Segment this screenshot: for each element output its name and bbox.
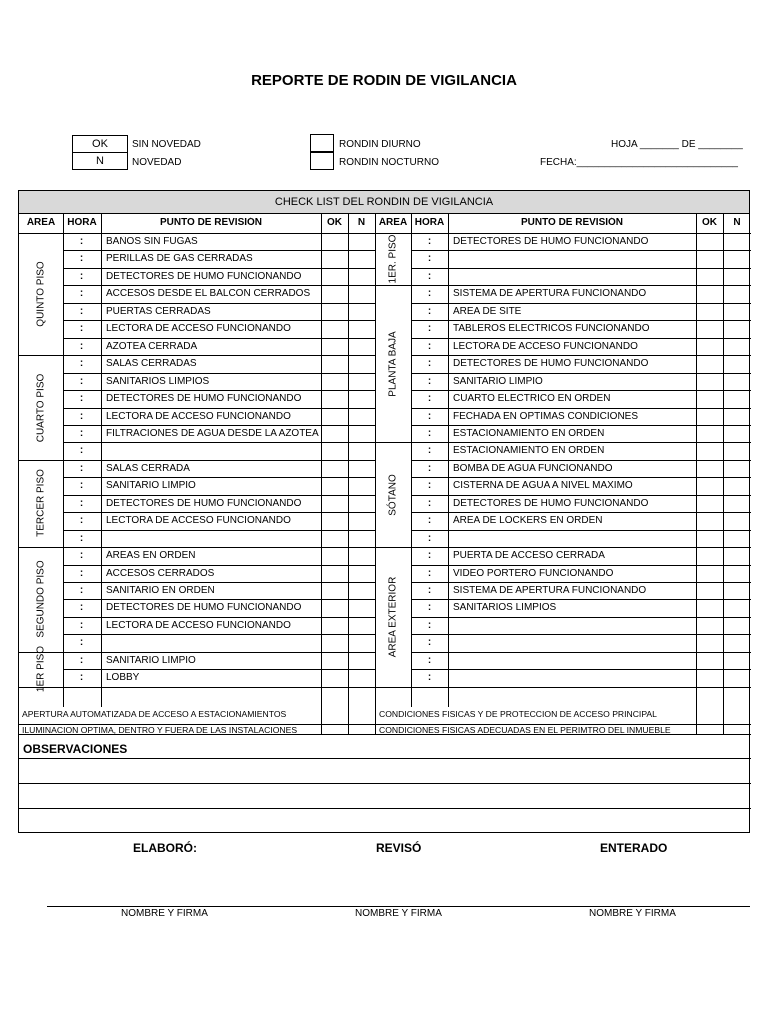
right-checkpoint: LECTORA DE ACCESO FUNCIONANDO [453,340,638,352]
right-hora-colon: : [427,654,432,666]
row-divider [411,512,751,513]
right-checkpoint: DETECTORES DE HUMO FUNCIONANDO [453,236,649,247]
left-checkpoint: SALAS CERRADA [106,462,190,474]
header-punto: PUNTO DE REVISIÓN [520,217,624,228]
left-hora-colon: : [79,410,84,422]
row-divider [411,495,751,496]
row-divider [63,373,375,374]
left-hora-colon: : [79,288,84,300]
general-checkpoint: CONDICIONES FISICAS ADECUADAS EN EL PERIMTRO DEL INMUEBLE [379,725,671,735]
area-group-line [375,687,411,688]
right-checkpoint: SISTEMA DE APERTURA FUNCIONANDO [453,288,647,300]
right-hora-colon: : [427,393,432,405]
nocturno-checkbox[interactable] [310,152,334,170]
left-hora-colon: : [79,393,84,405]
area-group-line [375,285,411,286]
right-hora-colon: : [427,602,432,614]
left-checkpoint: DETECTORES DE HUMO FUNCIONANDO [106,602,302,614]
row-divider [411,582,751,583]
right-checkpoint: CISTERNA DE AGUA A NIVEL MAXIMO [453,480,633,492]
area-group-line [19,547,63,548]
column-divider [375,214,376,707]
row-divider [411,565,751,566]
left-checkpoint: FILTRACIONES DE AGUA DESDE LA AZOTEA [106,427,319,439]
right-checkpoint: ESTACIONAMIENTO EN ORDEN [453,445,605,457]
row-divider [411,442,751,443]
left-checkpoint: DETECTORES DE HUMO FUNCIONANDO [106,270,302,282]
row-divider [63,669,375,670]
right-checkpoint: DETECTORES DE HUMO FUNCIONANDO [453,497,649,509]
right-checkpoint: BOMBA DE AGUA FUNCIONANDO [453,462,613,474]
row-divider [411,617,751,618]
row-divider [411,390,751,391]
left-checkpoint: SANITARIO EN ORDEN [106,585,215,596]
row-divider [63,268,375,269]
column-divider [375,707,376,734]
row-divider [63,390,375,391]
right-hora-colon: : [427,619,432,631]
row-divider [411,460,751,461]
row-divider [63,652,375,653]
left-hora-colon: : [79,515,84,527]
left-hora-colon: : [79,497,84,509]
right-hora-colon: : [427,585,432,596]
left-hora-colon: : [79,323,84,335]
right-checkpoint: VIDEO PORTERO FUNCIONANDO [453,567,614,579]
left-area-label: TERCER PISO [35,469,47,538]
row-divider [411,530,751,531]
right-hora-colon: : [427,445,432,457]
signature-line [47,906,750,907]
row-divider [411,634,751,635]
left-hora-colon: : [79,305,84,317]
left-checkpoint: LECTORA DE ACCESO FUNCIONANDO [106,410,291,422]
row-divider [411,338,751,339]
right-checkpoint: PUERTA DE ACCESO CERRADA [453,550,605,562]
left-hora-colon: : [79,637,84,649]
row-divider [63,250,375,251]
right-hora-colon: : [427,288,432,300]
row-divider [63,303,375,304]
header-bottom-line [19,233,751,234]
left-checkpoint: DETECTORES DE HUMO FUNCIONANDO [106,497,302,509]
row-divider [63,617,375,618]
right-hora-colon: : [427,497,432,509]
row-divider [411,599,751,600]
left-checkpoint: LOBBY [106,672,140,684]
observation-line [19,808,751,809]
general-checkpoint: APERTURA AUTOMATIZADA DE ACCESO A ESTACIONAMIENTOS [22,709,287,719]
left-checkpoint: SANITARIOS LIMPIOS [106,375,210,387]
header-n: N [357,217,366,228]
header-n: N [733,217,741,228]
row-divider [63,599,375,600]
row-divider [411,477,751,478]
right-hora-colon: : [427,323,432,335]
right-checkpoint: ESTACIONAMIENTO EN ORDEN [453,427,605,439]
row-divider [411,687,751,688]
row-divider [63,477,375,478]
right-checkpoint: SISTEMA DE APERTURA FUNCIONANDO [453,585,647,596]
n-legend-text: NOVEDAD [132,157,182,168]
observation-line [19,783,751,784]
n-code-box: N [72,152,128,170]
row-divider [63,355,375,356]
left-hora-colon: : [79,375,84,387]
right-hora-colon: : [427,270,432,282]
right-area-label: AREA EXTERIOR [387,576,399,658]
checklist-table [18,190,750,833]
right-checkpoint: DETECTORES DE HUMO FUNCIONANDO [453,358,649,370]
diurno-label: RONDIN DIURNO [339,139,421,150]
left-checkpoint: SANITARIO LIMPIO [106,654,196,666]
right-checkpoint: AREA DE SITE [453,305,522,317]
nocturno-label: RONDIN NOCTURNO [339,157,439,168]
row-divider [63,425,375,426]
row-divider [63,687,375,688]
right-checkpoint: CUARTO ELECTRICO EN ORDEN [453,393,611,405]
right-checkpoint: TABLEROS ELECTRICOS FUNCIONANDO [453,323,650,335]
row-divider [411,268,751,269]
left-checkpoint: SALAS CERRADAS [106,358,197,370]
ok-code-box: OK [72,135,128,153]
row-divider [411,408,751,409]
left-area-label: SEGUNDO PISO [35,560,47,639]
fecha-field[interactable]: FECHA:_____________________________ [540,157,738,168]
header-ok: OK [702,217,717,228]
right-hora-colon: : [427,462,432,474]
right-checkpoint: ÁREA DE LOCKERS EN ORDEN [453,515,603,527]
row-divider [63,338,375,339]
left-checkpoint: ACCESOS CERRADOS [106,567,215,579]
row-divider [411,669,751,670]
left-hora-colon: : [79,462,84,474]
left-area-label: 1ER PISO [35,646,47,693]
left-hora-colon: : [79,654,84,666]
left-hora-colon: : [79,602,84,614]
right-area-label: 1ER. PISO [387,234,399,284]
left-checkpoint: DETECTORES DE HUMO FUNCIONANDO [106,393,302,405]
left-checkpoint: PUERTAS CERRADAS [106,305,211,317]
row-divider [411,250,751,251]
header-area: ÁREA [378,217,408,228]
page-title: REPORTE DE RODIN DE VIGILANCIA [251,72,517,89]
hoja-field[interactable]: HOJA _______ DE ________ [611,139,743,150]
header-punto: PUNTO DE REVISIÓN [159,217,263,228]
right-checkpoint: FECHADA EN OPTIMAS CONDICIONES [453,410,639,422]
column-divider [348,707,349,734]
right-hora-colon: : [427,305,432,317]
left-hora-colon: : [79,550,84,562]
elaboro-label: ELABORÓ: [133,841,197,855]
left-hora-colon: : [79,619,84,631]
header-area: ÁREA [26,217,56,228]
checklist-title: CHECK LIST DEL RONDIN DE VIGILANCIA [19,191,749,214]
right-hora-colon: : [427,427,432,439]
row-divider [411,285,751,286]
right-hora-colon: : [427,515,432,527]
general-checkpoint: ILUMINACION OPTIMA, DENTRO Y FUERA DE LAS INSTALACIONES [22,725,298,735]
left-hora-colon: : [79,236,84,247]
row-divider [63,512,375,513]
left-hora-colon: : [79,340,84,352]
row-divider [411,373,751,374]
left-checkpoint: LECTORA DE ACCESO FUNCIONANDO [106,323,291,335]
right-hora-colon: : [427,375,432,387]
row-divider [63,320,375,321]
right-hora-colon: : [427,358,432,370]
header-hora: HORA [67,217,97,228]
row-divider [63,530,375,531]
row-divider [63,460,375,461]
ok-legend-text: SIN NOVEDAD [132,139,201,150]
left-checkpoint: LECTORA DE ACCESO FUNCIONANDO [106,515,291,527]
left-area-label: QUINTO PISO [35,261,47,327]
left-hora-colon: : [79,567,84,579]
row-divider [63,408,375,409]
left-area-label: CUARTO PISO [35,373,47,442]
row-divider [411,425,751,426]
right-hora-colon: : [427,236,432,247]
right-hora-colon: : [427,340,432,352]
right-checkpoint: SANITARIO LIMPIO [453,375,543,387]
right-hora-colon: : [427,480,432,492]
left-checkpoint: SANITARIO LIMPIO [106,480,196,492]
row-divider [63,582,375,583]
right-hora-colon: : [427,550,432,562]
row-divider [63,495,375,496]
area-group-line [375,547,411,548]
row-divider [411,652,751,653]
general-checkpoint: CONDICIONES FISICAS Y DE PROTECCION DE ACCESO PRINCIPAL [379,709,657,719]
right-checkpoint: SANITARIOS LIMPIOS [453,602,557,614]
left-hora-colon: : [79,358,84,370]
left-checkpoint: PERILLAS DE GAS CERRADAS [106,253,253,265]
right-area-label: PLANTA BAJA [387,331,399,397]
observaciones-label: OBSERVACIONES [23,742,128,756]
area-group-line [375,442,411,443]
right-area-label: SÓTANO [387,474,399,516]
right-hora-colon: : [427,672,432,684]
left-hora-colon: : [79,672,84,684]
header-ok: OK [327,217,342,228]
left-hora-colon: : [79,585,84,596]
right-hora-colon: : [427,532,432,544]
left-hora-colon: : [79,445,84,457]
row-divider [411,355,751,356]
observation-line [19,758,751,759]
nombre-firma-enterado: NOMBRE Y FIRMA [589,908,676,919]
header-hora: HORA [414,217,445,228]
left-checkpoint: ACCESOS DESDE EL BALCON CERRADOS [106,288,311,300]
left-hora-colon: : [79,480,84,492]
reviso-label: REVISÓ [376,841,422,855]
right-hora-colon: : [427,637,432,649]
area-group-line [19,460,63,461]
enterado-label: ENTERADO [600,841,668,855]
column-divider [723,707,724,734]
row-divider [63,285,375,286]
row-divider [411,547,751,548]
right-hora-colon: : [427,410,432,422]
left-hora-colon: : [79,532,84,544]
right-hora-colon: : [427,567,432,579]
row-divider [63,634,375,635]
nombre-firma-reviso: NOMBRE Y FIRMA [355,908,442,919]
left-checkpoint: ÁREAS EN ORDEN [106,550,196,562]
left-checkpoint: LECTORA DE ACCESO FUNCIONANDO [106,619,291,631]
left-hora-colon: : [79,253,84,265]
nombre-firma-elaboro: NOMBRE Y FIRMA [121,908,208,919]
row-divider [411,303,751,304]
left-hora-colon: : [79,270,84,282]
row-divider [63,442,375,443]
left-checkpoint: AZOTEA CERRADA [106,340,198,352]
right-hora-colon: : [427,253,432,265]
row-divider [411,320,751,321]
left-hora-colon: : [79,427,84,439]
row-divider [63,565,375,566]
left-checkpoint: BAÑOS SIN FUGAS [106,236,198,247]
diurno-checkbox[interactable] [310,134,334,152]
row-divider [63,547,375,548]
area-group-line [19,355,63,356]
